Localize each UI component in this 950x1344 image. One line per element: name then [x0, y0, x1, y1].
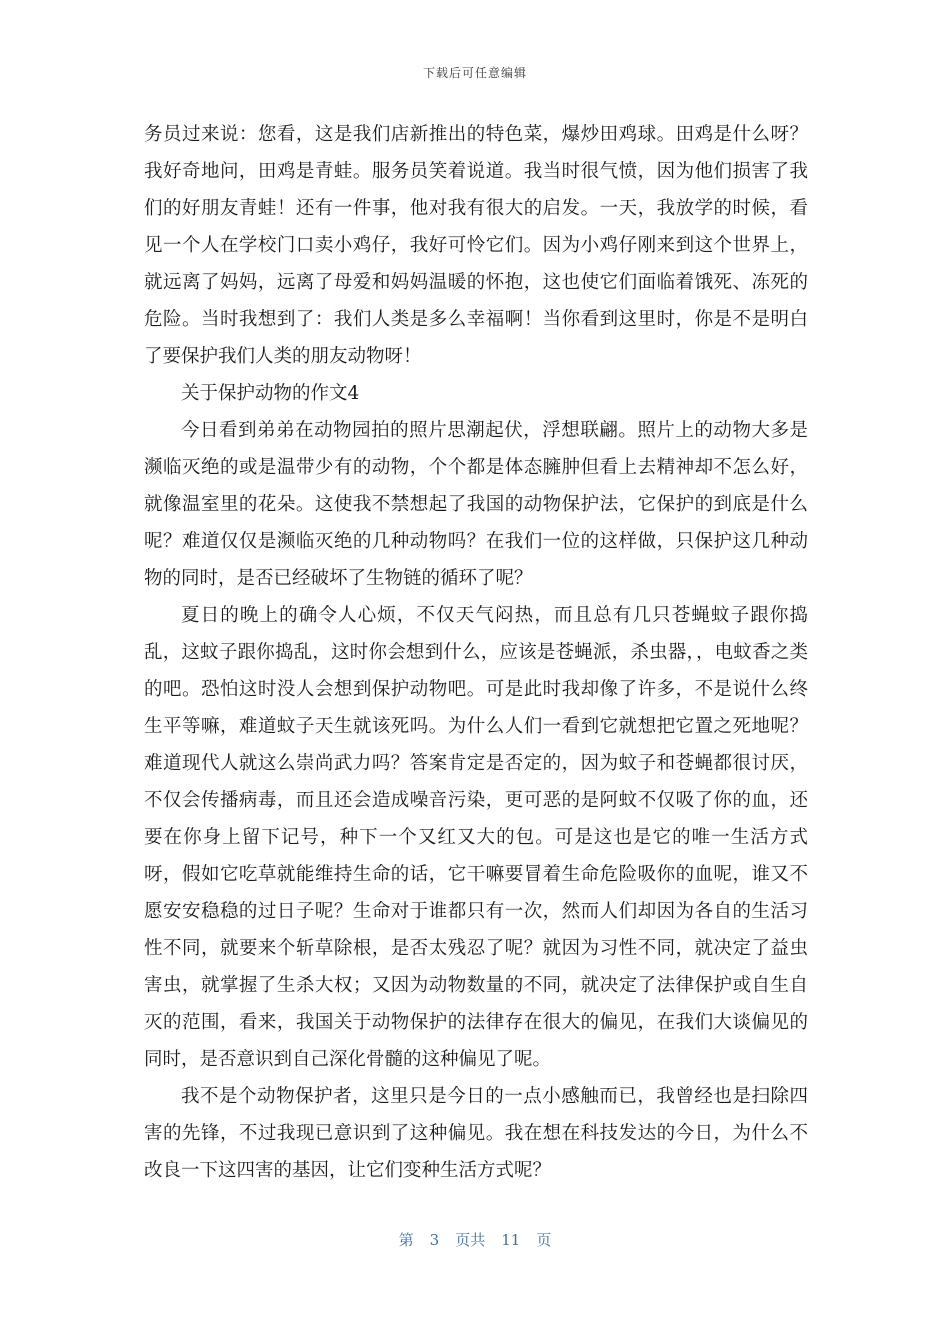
footer-middle: 页共 — [455, 1231, 486, 1249]
document-body — [144, 116, 808, 1189]
footer-suffix: 页 — [536, 1231, 552, 1249]
section-heading: 关于保护动物的作文4 — [181, 383, 360, 404]
footer-prefix: 第 — [398, 1231, 414, 1249]
footer-total-pages: 11 — [501, 1231, 521, 1249]
paragraph: 我不是个动物保护者，这里只是今日的一点小感触而已，我曾经也是扫除四害的先锋，不过我现已意识到了这种偏见。我在想在科技发达的今日，为什么不改良一下这四害的基因，让它们变种生活方式呢？ — [144, 1086, 808, 1181]
page-footer — [0, 1229, 950, 1250]
paragraph: 今日看到弟弟在动物园拍的照片思潮起伏，浮想联翩。照片上的动物大多是濒临灭绝的或是温带少有的动物，个个都是体态臃肿但看上去精神却不怎么好，就像温室里的花朵。这使我不禁想起了我国的动物保护法，它保护的到底是什么呢？难道仅仅是濒临灭绝的几种动物吗？在我们一位的这样做，只保护这几种动物的同时，是否已经破坏了生物链的循环了呢？ — [144, 420, 808, 589]
paragraph-continued: 务员过来说：您看，这是我们店新推出的特色菜，爆炒田鸡球。田鸡是什么呀？我好奇地问，田鸡是青蛙。服务员笑着说道。我当时很气愤，因为他们损害了我们的好朋友青蛙！还有一件事，他对我有很大的启发。一天，我放学的时候，看见一个人在学校门口卖小鸡仔，我好可怜它们。因为小鸡仔刚来到这个世界上，就远离了妈妈，远离了母爱和妈妈温暖的怀抱，这也使它们面临着饿死、冻死的危险。当时我想到了：我们人类是多么幸福啊！当你看到这里时，你是不是明白了要保护我们人类的朋友动物呀！ — [144, 124, 808, 367]
paragraph: 夏日的晚上的确令人心烦，不仅天气闷热，而且总有几只苍蝇蚊子跟你捣乱，这蚊子跟你捣乱，这时你会想到什么，应该是苍蝇派，杀虫器，，电蚊香之类的吧。恐怕这时没人会想到保护动物吧。可是此时我却像了许多，不是说什么终生平等嘛，难道蚊子天生就该死吗。为什么人们一看到它就想把它置之死地呢？难道现代人就这么崇尚武力吗？答案肯定是否定的，因为蚊子和苍蝇都很讨厌，不仅会传播病毒，而且还会造成噪音污染，更可恶的是阿蚊不仅吸了你的血，还要在你身上留下记号，种下一个又红又大的包。可是这也是它的唯一生活方式呀，假如它吃草就能维持生命的话，它干嘛要冒着生命危险吸你的血呢，谁又不愿安安稳稳的过日子呢？生命对于谁都只有一次，然而人们却因为各自的生活习性不同，就要来个斩草除根，是否太残忍了呢？就因为习性不同，就决定了益虫害虫，就掌握了生杀大权；又因为动物数量的不同，就决定了法律保护或自生自灭的范围，看来，我国关于动物保护的法律存在很大的偏见，在我们大谈偏见的同时，是否意识到自己深化骨髓的这种偏见了呢。 — [144, 605, 808, 1070]
page-header: 下载后可任意编辑 — [422, 66, 527, 80]
footer-current-page: 3 — [429, 1231, 440, 1249]
